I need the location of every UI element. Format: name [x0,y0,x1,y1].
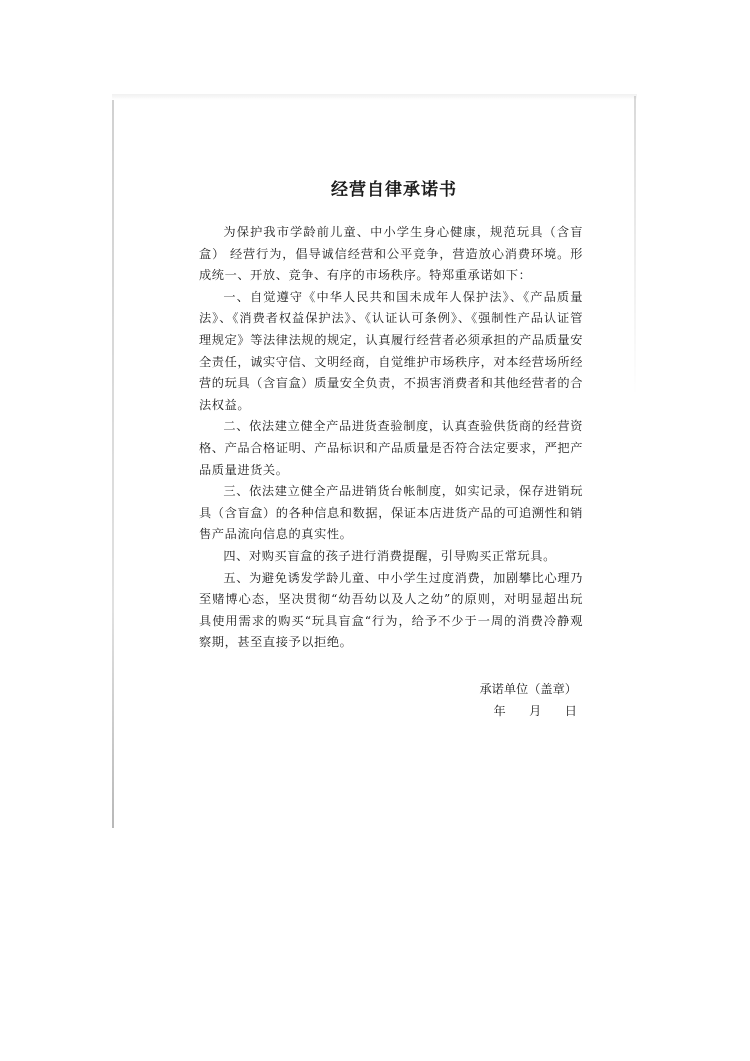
document-title: 经营自律承诺书 [331,180,457,200]
clause-paragraph-4: 四、对购买盲盒的孩子进行消费提醒，引导购买正常玩具。 [223,548,556,563]
signature-unit-label: 承诺单位（盖章） [479,681,577,696]
scan-edge-left [112,100,114,828]
clause-paragraph-1: 一、自觉遵守《中华人民共和国未成年人保护法》、《产品质量法》、《消费者权益保护法》、《认证认可条例》、《强制性产品认证管理规定》等法律法规的规定，认真履行经营者必须承担的产品质量安全责任，诚实守信、文明经商，自觉维护市场秩序，对本经营场所经营的玩具（含盲盒）质量安全负责，不损害消费者和其他经营者的合法权益。 [199,289,583,412]
scan-edge-right [634,96,636,396]
clause-paragraph-5: 五、为避免诱发学龄儿童、中小学生过度消费，加剧攀比心理乃至赌博心态，坚决贯彻“幼吾幼以及人之幼”的原则，对明显超出玩具使用需求的购买“玩具盲盒“行为，给予不少于一周的消费冷静观察期，甚至直接予以拒绝。 [199,570,583,650]
signature-date-line: 年 月 日 [493,703,577,718]
signature-block [199,678,583,722]
intro-paragraph: 为保护我市学龄前儿童、中小学生身心健康，规范玩具（含盲盒） 经营行为，倡导诚信经营和公平竞争，营造放心消费环境。形成统一、开放、竞争、有序的市场秩序。特郑重承诺如下： [199,225,583,283]
document-page [199,175,583,722]
scan-edge-top [112,94,637,100]
clause-paragraph-3: 三、依法建立健全产品进销货台帐制度，如实记录，保存进销玩具（含盲盒）的各种信息和数据，保证本店进货产品的可追溯性和销售产品流向信息的真实性。 [199,484,583,542]
document-body [199,222,583,654]
clause-paragraph-2: 二、依法建立健全产品进货查验制度，认真查验供货商的经营资格、产品合格证明、产品标识和产品质量是否符合法定要求，严把产品质量进货关。 [199,419,583,477]
